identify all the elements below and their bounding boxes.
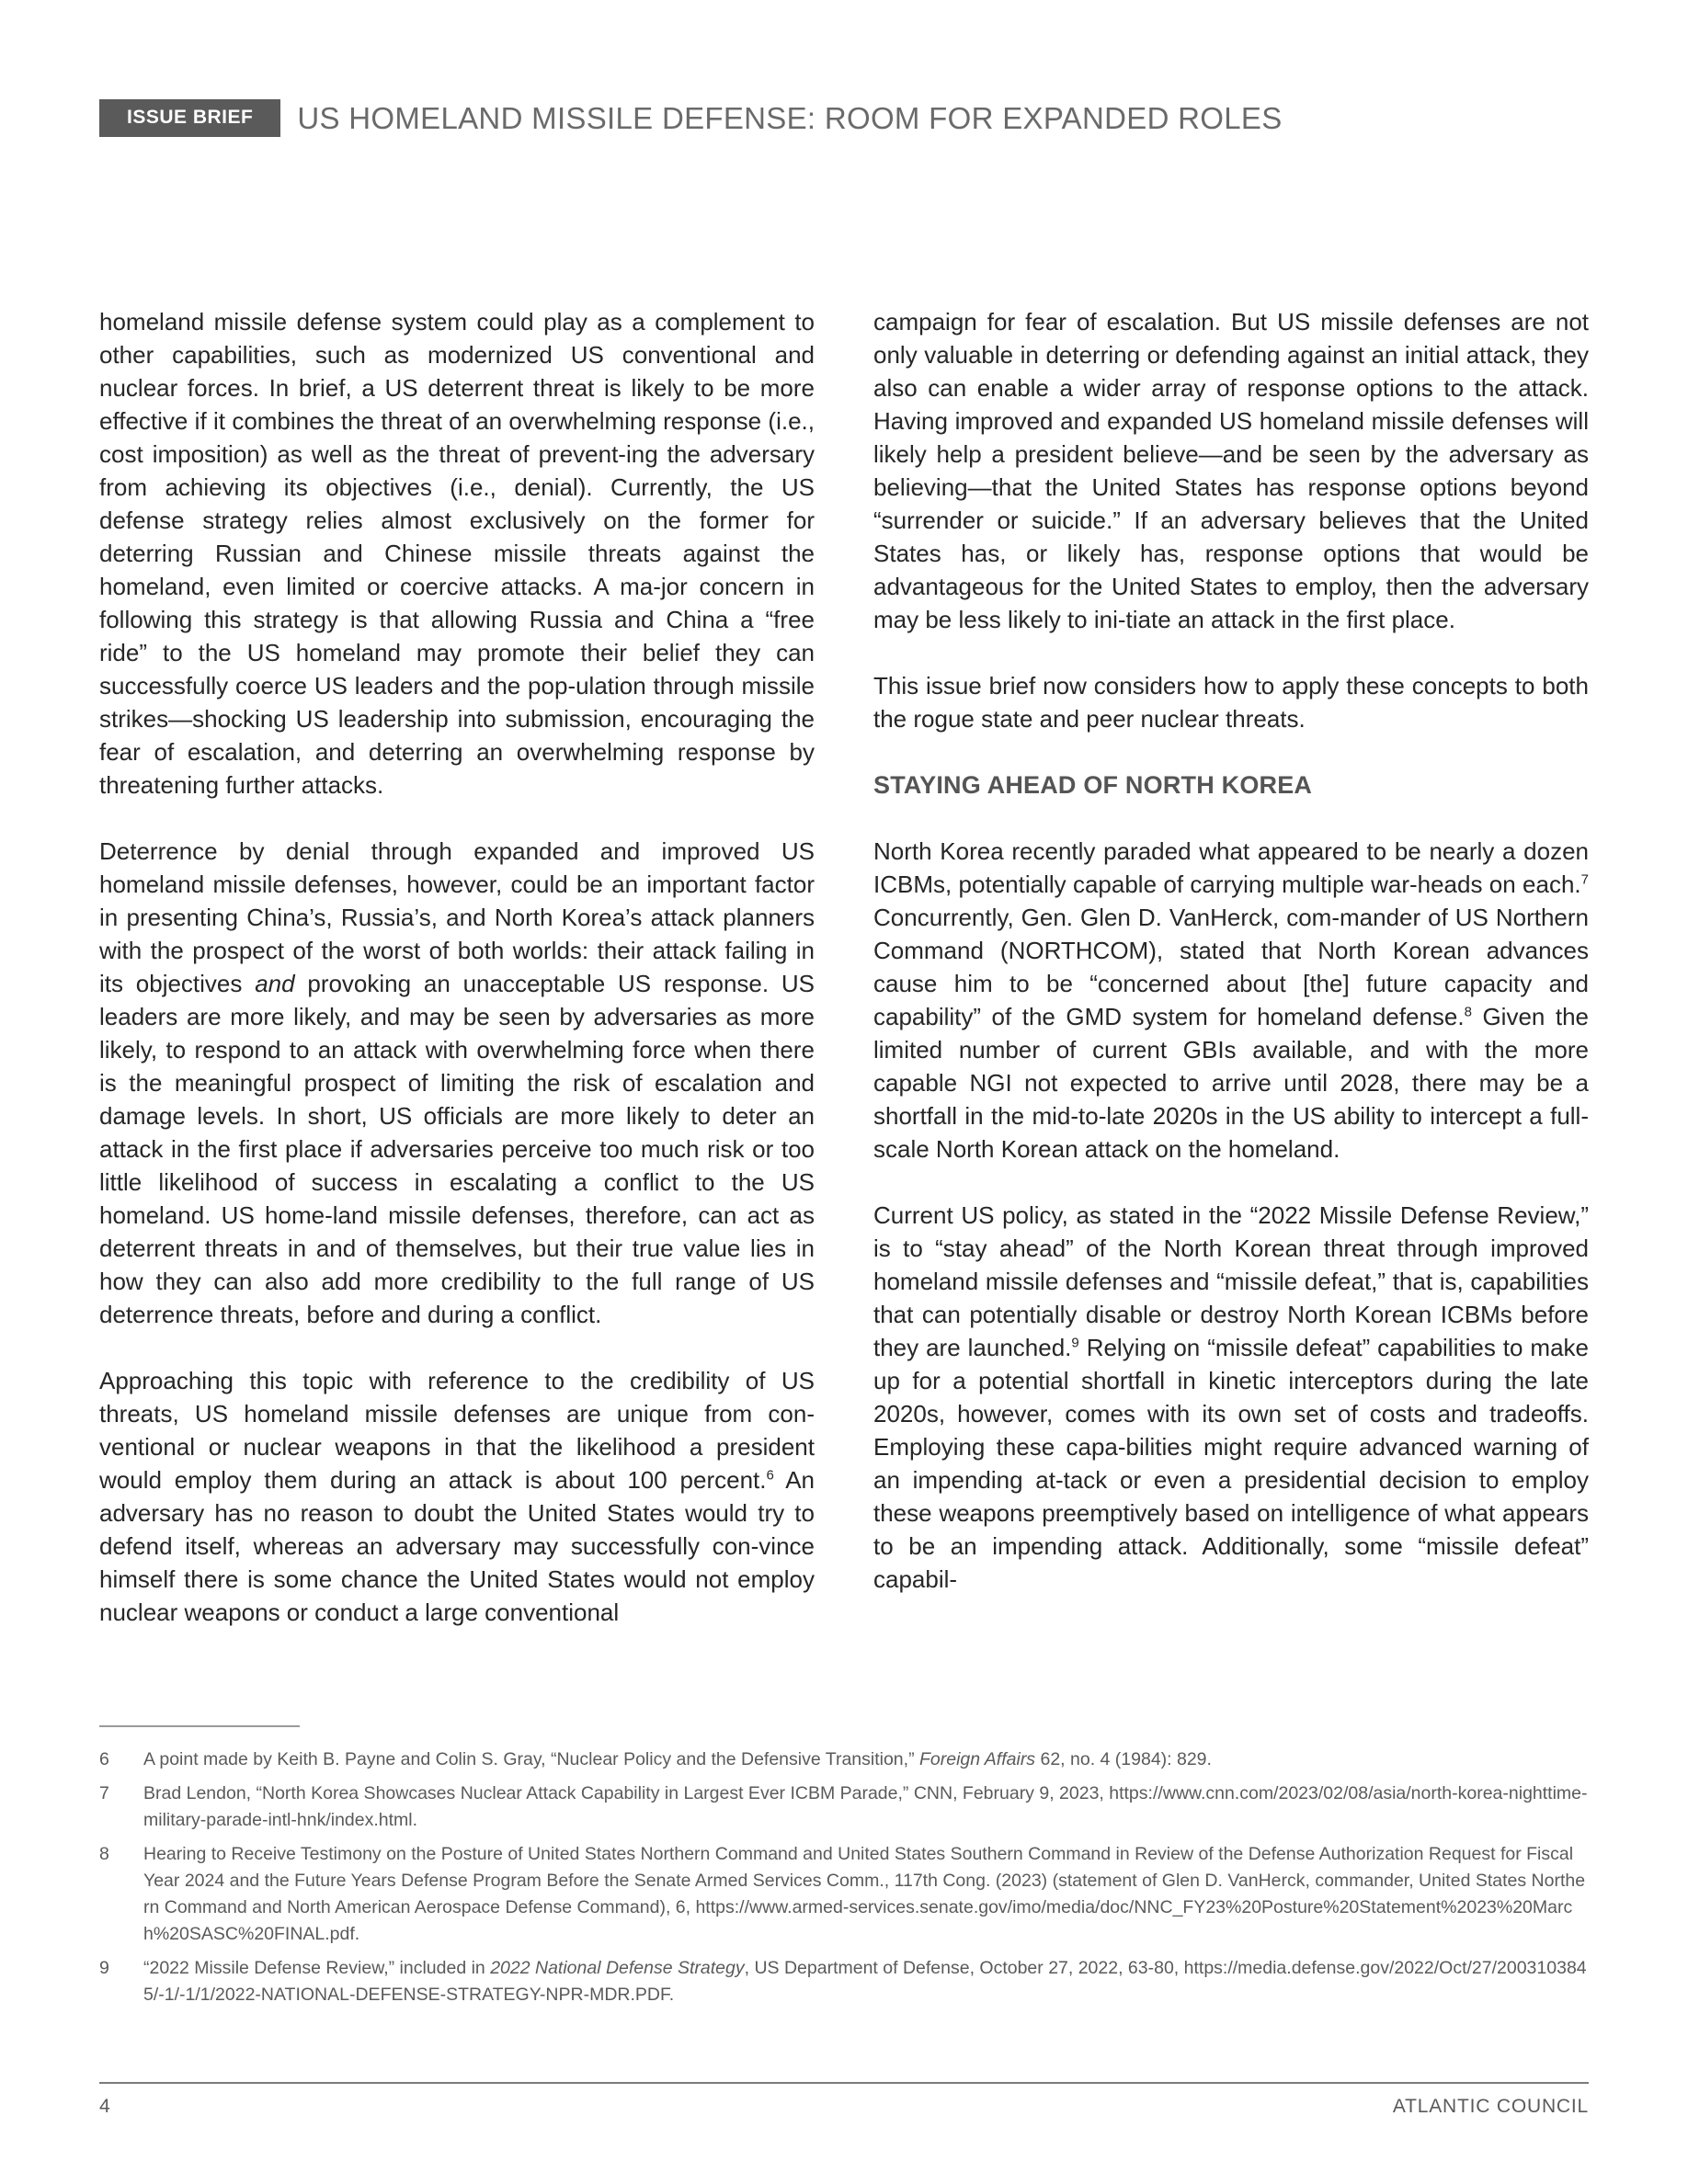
footnote-ref[interactable]: 6	[766, 1467, 774, 1484]
footnote-ref[interactable]: 9	[1071, 1335, 1079, 1351]
text-run: Current US policy, as stated in the “2022 Missile Defense Review,” is to “stay ahead” of the North Korean threat through improved homeland missile defenses and “missile defeat,” that is, capabilities that can potentially disable or destroy North Korean ICBMs before they are launched.	[873, 1201, 1589, 1361]
text-run: provoking an unacceptable US response. US leaders are more likely, and may be seen by adversaries as more likely, to respond to an attack with overwhelming force when there is the meaningful prospect of limiting the risk of escalation and damage levels. In short, US officials are more likely to deter an attack in the first place if adversaries perceive too much risk or too little likelihood of success in escalating a conflict to the US homeland. US home-land missile defenses, therefore, can act as deterrent threats in and of themselves, but their true value lies in how they can also add more credibility to the full range of US deterrence threats, before and during a conflict.	[99, 970, 815, 1328]
paragraph: homeland missile defense system could play as a complement to other capabilities, such as modernized US conventional and nuclear forces. In brief, a US deterrent threat is likely to be more effective if it combines the threat of an overwhelming response (i.e., cost imposition) as well as the threat of prevent-ing the adversary from achieving its objectives (i.e., denial). Currently, the US defense strategy relies almost exclusively on the former for deterring Russian and Chinese missile threats against the homeland, even limited or coercive attacks. A ma-jor concern in following this strategy is that allowing Russia and China a “free ride” to the US homeland may promote their belief they can successfully coerce US leaders and the pop-ulation through missile strikes—shocking US leadership into submission, encouraging the fear of escalation, and deterring an overwhelming response by threatening further attacks.	[99, 308, 815, 799]
text-run: An adversary has no reason to doubt the United States would try to defend itself, whereas an adversary may successfully con-vince himself there is some chance the United States would not employ nuclear weapons or conduct a large conventional	[99, 1466, 815, 1626]
section-heading: STAYING AHEAD OF NORTH KOREA	[873, 771, 1313, 799]
paragraph	[99, 835, 815, 1331]
text-run: Deterrence by denial through expanded and improved US homeland missile defenses, however, could be an important factor in presenting China’s, Russia’s, and North Korea’s attack planners with the prospect of the worst of both worlds: their attack failing in its objectives	[99, 837, 815, 997]
text-run: A point made by Keith B. Payne and Colin S. Gray, “Nuclear Policy and the Defensive Transition,”	[143, 1749, 919, 1769]
footnote-number: 7	[99, 1783, 109, 1803]
text-run: Hearing to Receive Testimony on the Posture of United States Northern Command and United States Southern Command in Review of the Defense Authorization Request for Fiscal Year 2024 and the Future Years Defense Program Before the Senate Armed Services Comm., 117th Cong. (2023) (statement of Glen D. VanHerck, commander, United States Northern Command and North American Aerospace Defense Command), 6, https://www.armed-services.senate.gov/imo/media/doc/NNC_FY23%20Posture%20Statement%2023%20March%20SASC%20FINAL.pdf.	[143, 1844, 1586, 1944]
text-run: Approaching this topic with reference to the credibility of US threats, US homeland missile defenses are unique from con-ventional or nuclear weapons in that the likelihood a president would employ them during an attack is about 100 percent.	[99, 1367, 815, 1494]
emphasis: 2022 National Defense Strategy	[490, 1958, 745, 1978]
paragraph	[99, 1364, 815, 1629]
footnote-number: 8	[99, 1844, 109, 1864]
paragraph: This issue brief now considers how to apply these concepts to both the rogue state and peer nuclear threats.	[873, 672, 1589, 733]
footnote	[99, 1780, 1589, 1834]
footnote-text[interactable]	[143, 1955, 1589, 2008]
organization-name: ATLANTIC COUNCIL	[1392, 2096, 1589, 2117]
left-column	[99, 305, 815, 1662]
text-run: Given the limited number of current GBIs available, and with the more capable NGI not expected to arrive until 2028, there may be a shortfall in the mid-to-late 2020s in the US ability to intercept a full-scale North Korean attack on the homeland.	[873, 1003, 1589, 1163]
header-title: US HOMELAND MISSILE DEFENSE: ROOM FOR EXPANDED ROLES	[297, 100, 1283, 135]
text-run: Relying on “missile defeat” capabilities to make up for a potential shortfall in kinetic interceptors during the late 2020s, however, comes with its own set of costs and tradeoffs. Employing these capa-bilities might require advanced warning of an impending at-tack or even a presidential decision to employ these weapons preemptively based on intelligence of what appears to be an impending attack. Additionally, some “missile defeat” capabil-	[873, 1334, 1589, 1593]
issue-brief-badge: ISSUE BRIEF	[99, 99, 280, 137]
footnote-divider	[99, 1725, 300, 1727]
footer-divider	[99, 2082, 1589, 2084]
footnote-number: 6	[99, 1749, 109, 1769]
paragraph	[873, 1199, 1589, 1596]
running-header	[99, 99, 1283, 137]
footnote-ref[interactable]: 7	[1580, 871, 1589, 888]
paragraph	[873, 835, 1589, 1166]
text-run: 62, no. 4 (1984): 829.	[1035, 1749, 1212, 1769]
right-column	[873, 305, 1589, 1629]
text-run: “2022 Missile Defense Review,” included in	[143, 1958, 491, 1978]
text-run: North Korea recently paraded what appeared to be nearly a dozen ICBMs, potentially capable of carrying multiple war-heads on each.	[873, 837, 1589, 898]
footnote-text[interactable]	[143, 1841, 1589, 1948]
page-number: 4	[99, 2096, 110, 2117]
footnotes	[99, 1746, 1589, 2016]
footnote-ref[interactable]: 8	[1464, 1004, 1472, 1020]
footnote	[99, 1955, 1589, 2008]
emphasis: Foreign Affairs	[918, 1749, 1036, 1769]
footnote	[99, 1746, 1589, 1773]
text-run: Brad Lendon, “North Korea Showcases Nuclear Attack Capability in Largest Ever ICBM Parade,” CNN, February 9, 2023, https://www.cnn.com/2023/02/08/asia/north-korea-nighttime-military-parade-intl-hnk/index.html.	[143, 1783, 1588, 1830]
text-run: , US Department of Defense, October 27, 2022, 63-80, https://media.defense.gov/2022/Oct/27/2003103845/-1/-1/1/2022-NATIONAL-DEFENSE-STRATEGY-NPR-MDR.PDF.	[143, 1958, 1587, 2005]
footnote	[99, 1841, 1589, 1948]
paragraph: campaign for fear of escalation. But US missile defenses are not only valuable in deterring or defending against an initial attack, they also can enable a wider array of response options to the attack. Having improved and expanded US homeland missile defenses will likely help a president believe—and be seen by the adversary as believing—that the United States has response options beyond “surrender or suicide.” If an adversary believes that the United States has, or likely has, response options that would be advantageous for the United States to employ, then the adversary may be less likely to ini-tiate an attack in the first place.	[873, 308, 1589, 633]
text-run: Concurrently, Gen. Glen D. VanHerck, com-mander of US Northern Command (NORTHCOM), stated that North Korean advances cause him to be “concerned about [the] future capacity and capability” of the GMD system for homeland defense.	[873, 904, 1589, 1030]
emphasis: and	[255, 970, 295, 997]
footnote-text[interactable]	[143, 1780, 1589, 1834]
footnote-text	[143, 1746, 1589, 1773]
footnote-number: 9	[99, 1958, 109, 1978]
